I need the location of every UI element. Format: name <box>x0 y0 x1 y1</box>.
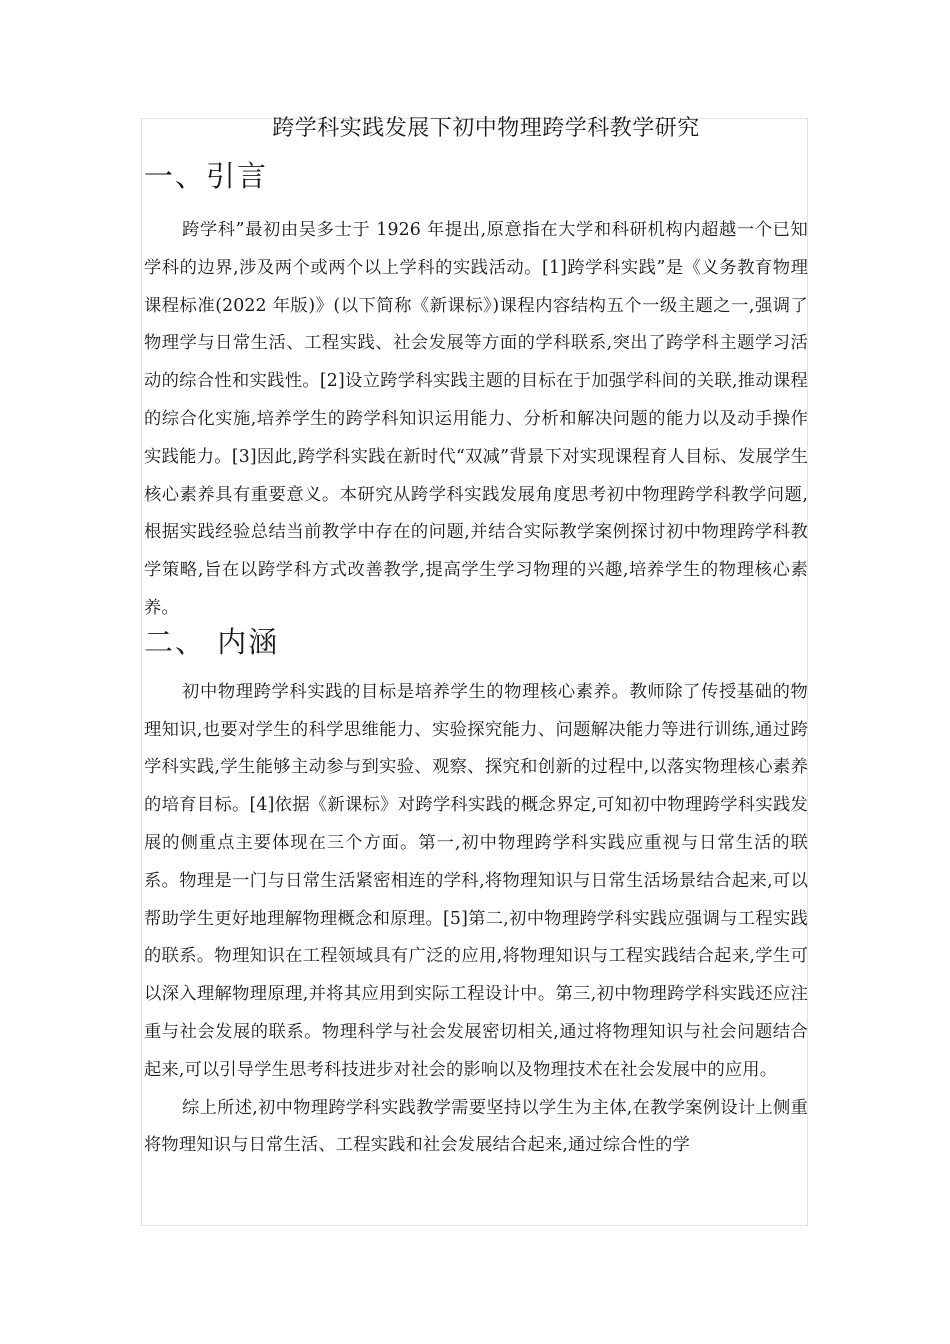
document-body <box>144 112 808 1165</box>
paragraph-introduction: 跨学科”最初由吴多士于 1926 年提出,原意指在大学和科研机构内超越一个已知学科的边界,涉及两个或两个以上学科的实践活动。[1]跨学科实践”是《义务教育物理课程标准(2022 年版)》(以下简称《新课标》)课程内容结构五个一级主题之一,强调了物理学与日常生活、工程实践、社会发展等方面的学科联系,突出了跨学科主题学习活动的综合性和实践性。[2]设立跨学科实践主题的目标在于加强学科间的关联,推动课程的综合化实施,培养学生的跨学科知识运用能力、分析和解决问题的能力以及动手操作实践能力。[3]因此,跨学科实践在新时代“双减”背景下对实现课程育人目标、发展学生核心素养具有重要意义。本研究从跨学科实践发展角度思考初中物理跨学科教学问题,根据实践经验总结当前教学中存在的问题,并结合实际教学案例探讨初中物理跨学科教学策略,旨在以跨学科方式改善教学,提高学生学习物理的兴趣,培养学生的物理核心素养。 <box>144 220 808 618</box>
paragraph-connotation: 初中物理跨学科实践的目标是培养学生的物理核心素养。教师除了传授基础的物理知识,也要对学生的科学思维能力、实验探究能力、问题解决能力等进行训练,通过跨学科实践,学生能够主动参与到实验、观察、探究和创新的过程中,以落实物理核心素养的培育目标。[4]依据《新课标》对跨学科实践的概念界定,可知初中物理跨学科实践发展的侧重点主要体现在三个方面。第一,初中物理跨学科实践应重视与日常生活的联系。物理是一门与日常生活紧密相连的学科,将物理知识与日常生活场景结合起来,可以帮助学生更好地理解物理概念和原理。[5]第二,初中物理跨学科实践应强调与工程实践的联系。物理知识在工程领域具有广泛的应用,将物理知识与工程实践结合起来,学生可以深入理解物理原理,并将其应用到实际工程设计中。第三,初中物理跨学科实践还应注重与社会发展的联系。物理科学与社会发展密切相关,通过将物理知识与社会问题结合起来,可以引导学生思考科技进步对社会的影响以及物理技术在社会发展中的应用。 <box>144 681 808 1080</box>
paragraph-summary: 综上所述,初中物理跨学科实践教学需要坚持以学生为主体,在教学案例设计上侧重将物理知识与日常生活、工程实践和社会发展结合起来,通过综合性的学 <box>144 1097 808 1156</box>
document-title: 跨学科实践发展下初中物理跨学科教学研究 <box>272 116 700 141</box>
section-heading-introduction: 一、引言 <box>144 159 269 193</box>
section-heading-connotation: 二、 内涵 <box>144 624 280 659</box>
